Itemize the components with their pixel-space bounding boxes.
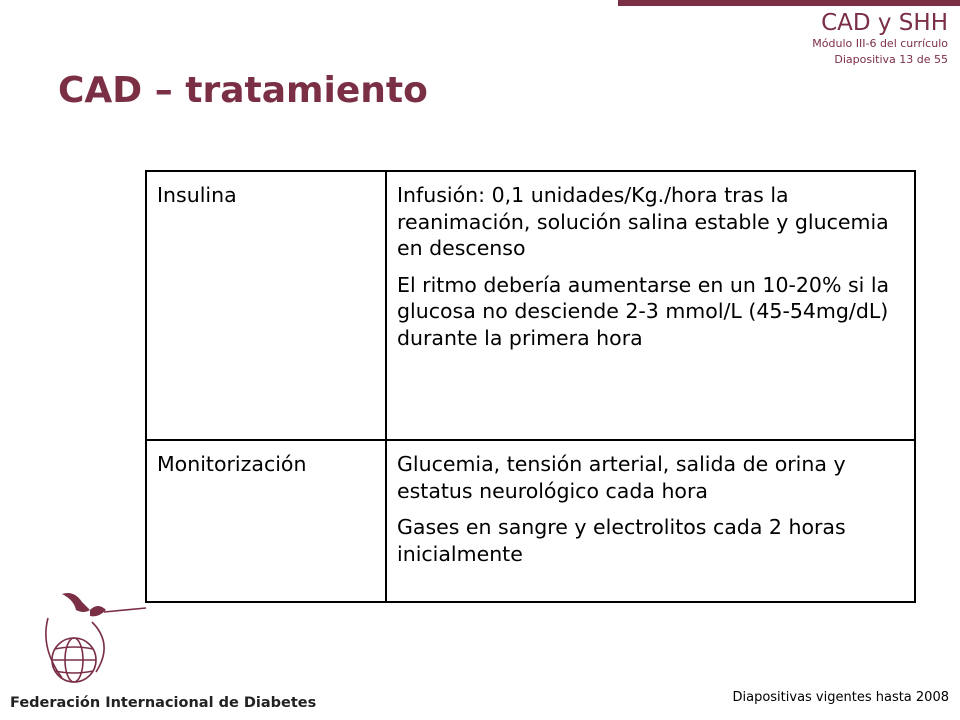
table-paragraph: Infusión: 0,1 unidades/Kg./hora tras la reanimación, solución salina estable y glucemia en descenso [397, 183, 889, 260]
table-row [146, 440, 915, 602]
table-cell-description [386, 171, 915, 440]
table-cell-label: Insulina [146, 171, 386, 440]
globe-parallel [55, 647, 93, 649]
table-paragraph: Glucemia, tensión arterial, salida de orina y estatus neurológico cada hora [397, 452, 846, 503]
bird-head [90, 606, 106, 616]
header-title: CAD y SHH [821, 10, 948, 36]
bird-beak [104, 608, 146, 612]
top-accent-bar [618, 0, 960, 6]
bird-wing [62, 593, 90, 612]
table-paragraph: El ritmo debería aumentarse en un 10-20% si la glucosa no desciende 2-3 mmol/L (45-54mg/dL) durante la primera hora [397, 272, 890, 350]
slide-header [812, 10, 948, 68]
hummingbird-globe-icon [34, 588, 164, 686]
treatment-table [145, 170, 916, 603]
validity-note: Diapositivas vigentes hasta 2008 [732, 690, 949, 705]
table-paragraph: Gases en sangre y electrolitos cada 2 horas inicialmente [397, 515, 846, 566]
bird-body-stroke [92, 622, 104, 672]
table-cell-description [386, 440, 915, 602]
page-title: CAD – tratamiento [58, 70, 428, 111]
header-module: Módulo III-6 del currículo [812, 37, 948, 50]
globe-parallel [55, 671, 93, 673]
table-cell-label: Monitorización [146, 440, 386, 602]
header-slide-number: Diapositiva 13 de 55 [834, 53, 948, 66]
table-row [146, 171, 915, 440]
organization-name: Federación Internacional de Diabetes [10, 695, 317, 711]
